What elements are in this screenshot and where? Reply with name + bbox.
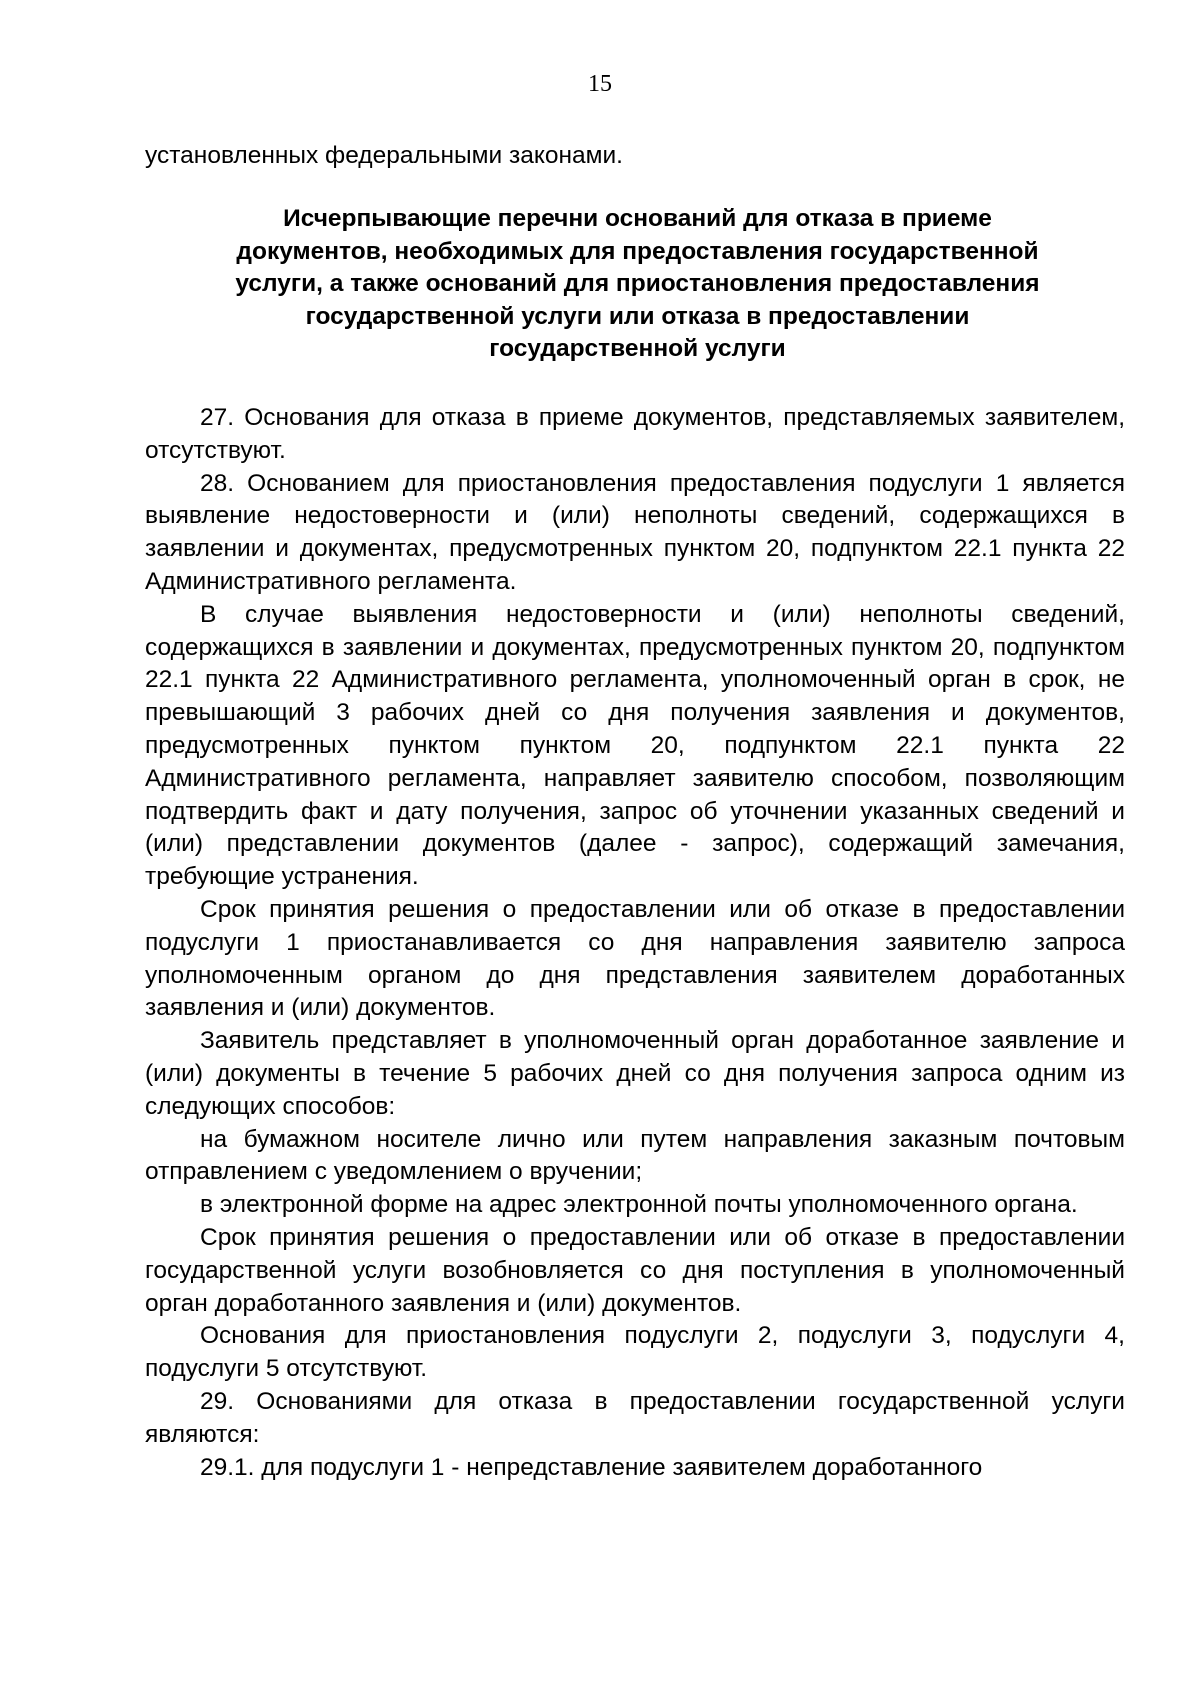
paragraph-decision-term-suspended: Срок принятия решения о предоставлении или об отказе в предоставлении подуслуги 1 приостанавливается со дня направления заявителю запроса уполномоченным органом до дня представления заявителем доработанных заявления и (или) документов. (145, 895, 1125, 1022)
paragraph-electronic-method: в электронной форме на адрес электронной почты уполномоченного органа. (200, 1191, 1078, 1219)
heading-line: государственной услуги (489, 335, 786, 362)
paragraph-applicant-submits: Заявитель представляет в уполномоченный орган доработанное заявление и (или) документы в течение 5 рабочих дней со дня получения запроса одним из следующих способов: (145, 1027, 1125, 1120)
paragraph-27: 27. Основания для отказа в приеме документов, представляемых заявителем, отсутствуют. (145, 404, 1125, 464)
page-number: 15 (588, 71, 612, 97)
paragraph-paper-method: на бумажном носителе лично или путем направления заказным почтовым отправлением с уведомлением о вручении; (145, 1125, 1125, 1186)
paragraph-29-1: 29.1. для подуслуги 1 - непредставление заявителем доработанного (200, 1453, 983, 1481)
heading-line: документов, необходимых для предоставления государственной (236, 237, 1039, 265)
paragraph-no-suspension-grounds: Основания для приостановления подуслуги 2, подуслуги 3, подуслуги 4, подуслуги 5 отсутствуют. (145, 1322, 1125, 1383)
section-heading (150, 203, 1125, 366)
paragraph-29: 29. Основаниями для отказа в предоставлении государственной услуги являются: (145, 1387, 1125, 1448)
paragraph-suspension-case: В случае выявления недостоверности и (или) неполноты сведений, содержащихся в заявлении и документах, предусмотренных пунктом 20, подпунктом 22.1 пункта 22 Административного регламента, уполномоченный орган в срок, не превышающий 3 рабочих дней со дня получения заявления и документов, предусмотренных пунктом пунктом 20, подпунктом 22.1 пункта 22 Административного регламента, направляет заявителю способом, позволяющим подтвердить факт и дату получения, запрос об уточнении указанных сведений и (или) представлении документов (далее - запрос), содержащий замечания, требующие устранения. (145, 600, 1125, 891)
paragraph-decision-term-resumed: Срок принятия решения о предоставлении или об отказе в предоставлении государственной услуги возобновляется со дня поступления в уполномоченный орган доработанного заявления и (или) документов. (145, 1223, 1125, 1317)
heading-line: государственной услуги или отказа в предоставлении (305, 302, 970, 330)
heading-line: услуги, а также оснований для приостановления предоставления (235, 270, 1040, 297)
document-body (145, 402, 1125, 1484)
continuation-line: установленных федеральными законами. (145, 142, 623, 169)
heading-line: Исчерпывающие перечни оснований для отказа в приеме (283, 205, 992, 232)
paragraph-28: 28. Основанием для приостановления предоставления подуслуги 1 является выявление недостоверности и (или) неполноты сведений, содержащихся в заявлении и документах, предусмотренных пунктом 20, подпунктом 22.1 пункта 22 Административного регламента. (145, 469, 1125, 595)
